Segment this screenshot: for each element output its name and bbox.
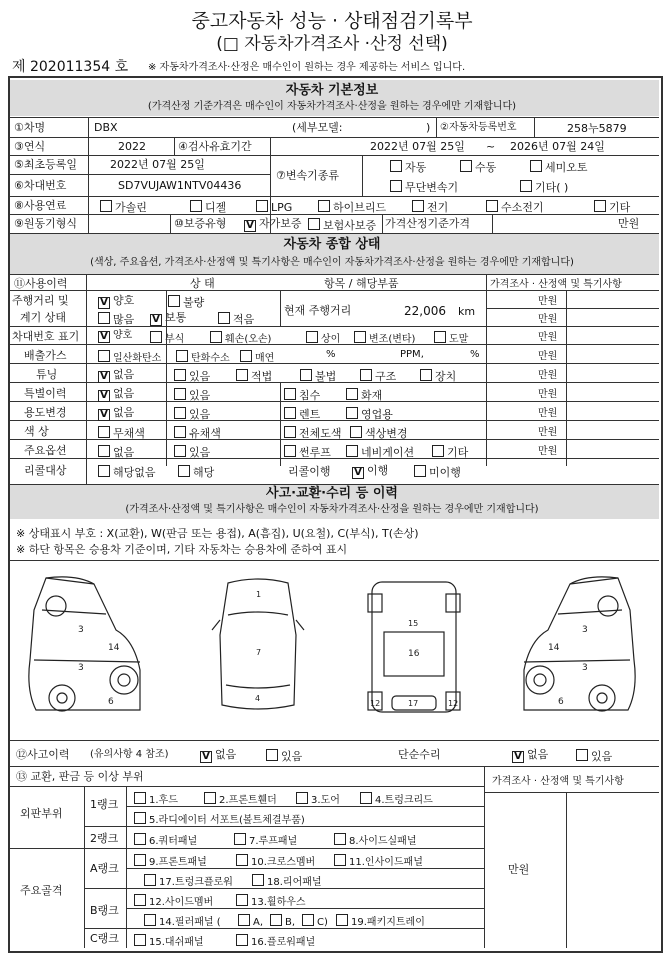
fuel-hydrogen[interactable]: 수소전기: [486, 200, 544, 213]
part-front-fender[interactable]: 2.프론트휀더: [204, 792, 277, 806]
fuel-gasoline[interactable]: 가솔린: [100, 200, 147, 213]
simple-repair-yes[interactable]: 있음: [576, 749, 612, 762]
car-left-side-diagram: [16, 570, 150, 720]
trans-cvt[interactable]: 무단변속기: [390, 180, 458, 193]
svg-text:12: 12: [448, 699, 459, 708]
price-cell-3: 만원: [538, 332, 558, 343]
accident-title: 사고·교환·수리 등 이력: [266, 486, 398, 501]
part-trunk-lid[interactable]: 4.트렁크리드: [360, 792, 433, 806]
vin-mismatch[interactable]: 상이: [306, 331, 340, 345]
current-mileage-value: 22,006: [404, 304, 446, 318]
recall-done-label: 리콜이행: [288, 465, 331, 478]
inspection-valid-from: 2022년 07월 25일: [370, 140, 465, 153]
usage-business[interactable]: 영업용: [346, 407, 393, 420]
part-floor-panel[interactable]: 16.플로워패널: [236, 934, 315, 948]
basic-info-note: (가격산정 기준가격은 매수인이 자동차가격조사·산정을 원하는 경우에만 기재합니다): [147, 101, 517, 112]
price-cell-4: 만원: [538, 351, 558, 362]
item-col-header: 항목 / 해당부품: [324, 277, 399, 290]
fuel-label: ⑧사용연료: [14, 199, 67, 212]
recall-row-label: 리콜대상: [24, 464, 67, 477]
option-navi[interactable]: 네비게이션: [346, 445, 414, 458]
gauge-row-label: 계기 상태: [20, 311, 67, 324]
sub-model-close: ): [426, 121, 431, 134]
tuning-device[interactable]: 장치: [420, 369, 456, 382]
mileage-row-label: 주행거리 및: [12, 294, 69, 307]
accident-note: (가격조사·산정액 및 특기사항은 매수인이 자동차가격조사·산정을 원하는 경우에만 기재합니다): [125, 504, 539, 515]
emission-unit-hc: PPM,: [400, 349, 424, 360]
legend-note: ※ 하단 항목은 승용차 기준이며, 기타 자동차는 승용차에 준하여 표시: [16, 543, 348, 556]
reg-number-label: ②자동차등록번호: [440, 122, 517, 133]
rank1-label: 1랭크: [90, 798, 119, 811]
emission-unit-smoke: %: [470, 349, 480, 360]
emission-row-label: 배출가스: [24, 349, 67, 362]
overall-note: (색상, 주요옵션, 가격조사·산정액 및 특기사항은 매수인이 자동차가격조사·산정을 원하는 경우에만 기재합니다): [90, 257, 574, 268]
svg-text:17: 17: [408, 699, 419, 708]
recall-na[interactable]: 해당없음: [98, 465, 156, 478]
part-inside-panel[interactable]: 11.인사이드패널: [334, 854, 423, 868]
emission-unit-co: %: [326, 349, 336, 360]
part-quarter-panel[interactable]: 6.쿼터패널: [134, 833, 197, 847]
car-right-side-diagram: [514, 570, 648, 720]
mileage-good[interactable]: V 양호: [98, 295, 134, 309]
emission-smoke[interactable]: 매연: [240, 350, 274, 364]
usage-rent[interactable]: 렌트: [284, 407, 320, 420]
svg-text:1: 1: [256, 590, 262, 599]
svg-text:3: 3: [582, 625, 588, 635]
fuel-lpg[interactable]: LPG: [256, 200, 292, 213]
svg-text:6: 6: [558, 697, 564, 707]
accident-history-ref: (유의사항 4 참조): [90, 749, 169, 760]
svg-text:3: 3: [78, 625, 84, 635]
history-col-header: ⑪사용이력: [14, 277, 68, 290]
price-cell-1: 만원: [538, 296, 558, 307]
accident-none[interactable]: V 없음: [200, 749, 236, 763]
transmission-label: ⑦변속기종류: [276, 169, 339, 182]
tuning-none[interactable]: V 없음: [98, 369, 134, 383]
warranty-label: ⑩보증유형: [174, 217, 227, 230]
basic-info-title: 자동차 기본정보: [285, 83, 379, 98]
color-chromatic[interactable]: 유채색: [174, 426, 221, 439]
accident-history-label: ⑫사고이력: [16, 748, 70, 761]
part-wheel-house[interactable]: 13.휠하우스: [236, 894, 306, 908]
part-side-sill[interactable]: 8.사이드실패널: [334, 833, 417, 847]
model-year-value: 2022: [118, 140, 146, 153]
price-cell-5: 만원: [538, 370, 558, 381]
engine-type-label: ⑨원동기형식: [14, 217, 77, 230]
mileage-unit: km: [458, 305, 476, 318]
trans-manual[interactable]: 수동: [460, 160, 496, 173]
legend-status-codes: ※ 상태표시 부호 : X(교환), W(판금 또는 용접), A(흠집), U(요철), C(부식), T(손상): [16, 527, 419, 540]
part-door[interactable]: 3.도어: [296, 792, 340, 806]
price-cell-2: 만원: [538, 314, 558, 325]
usage-yes[interactable]: 있음: [174, 407, 210, 420]
car-name-label: ①차명: [14, 121, 46, 134]
emission-hc[interactable]: 탄화수소: [176, 350, 230, 364]
car-top-diagram: [208, 575, 308, 715]
gauge-many[interactable]: 많음: [98, 312, 134, 325]
part-hood[interactable]: 1.후드: [134, 792, 178, 806]
price-cell-6: 만원: [538, 389, 558, 400]
svg-text:7: 7: [256, 648, 262, 657]
tuning-legal[interactable]: 적법: [236, 369, 272, 382]
parts-price-unit: 만원: [508, 863, 530, 876]
special-none[interactable]: V 없음: [98, 388, 134, 402]
color-change[interactable]: 색상변경: [350, 426, 408, 439]
rank2-label: 2랭크: [90, 832, 119, 845]
part-roof-panel[interactable]: 7.루프패널: [234, 833, 297, 847]
model-year-label: ③연식: [14, 140, 46, 153]
accident-yes[interactable]: 있음: [266, 749, 302, 762]
part-side-member[interactable]: 12.사이드멤버: [134, 894, 213, 908]
part-pillar-c[interactable]: C): [302, 914, 328, 928]
first-reg-label: ⑤최초등록일: [14, 158, 77, 171]
special-history-row-label: 특별이력: [24, 387, 67, 400]
vin-value: SD7VUJAW1NTV04436: [118, 179, 242, 192]
part-pillar-b[interactable]: B,: [270, 914, 295, 928]
price-cell-8: 만원: [538, 427, 558, 438]
page-title: 중고자동차 성능 · 상태점검기록부: [191, 10, 473, 32]
mileage-bad[interactable]: 불량: [168, 295, 204, 308]
tuning-yes[interactable]: 있음: [174, 369, 210, 382]
service-notice: ※ 자동차가격조사·산정은 매수인이 원하는 경우 제공하는 서비스 입니다.: [148, 62, 466, 73]
part-pillar-panel[interactable]: 14.필러패널 (: [144, 914, 221, 928]
current-mileage-label: 현재 주행거리: [284, 304, 352, 317]
vin-corroded[interactable]: 부식: [150, 331, 184, 345]
rankB-label: B랭크: [90, 904, 119, 917]
simple-repair-label: 단순수리: [398, 748, 441, 761]
fuel-hybrid[interactable]: 하이브리드: [318, 200, 386, 213]
part-cross-member[interactable]: 10.크로스멤버: [236, 854, 315, 868]
special-fire[interactable]: 화재: [346, 388, 382, 401]
color-achromatic[interactable]: 무채색: [98, 426, 145, 439]
svg-text:14: 14: [548, 643, 560, 653]
price-cell-9: 만원: [538, 446, 558, 457]
recall-not-done[interactable]: 미이행: [414, 465, 461, 478]
svg-text:15: 15: [408, 619, 419, 628]
part-pillar-a[interactable]: A,: [238, 914, 263, 928]
special-yes[interactable]: 있음: [174, 388, 210, 401]
recall-applicable[interactable]: 해당: [178, 465, 214, 478]
svg-text:4: 4: [255, 694, 261, 703]
tuning-illegal[interactable]: 불법: [300, 369, 336, 382]
part-trunk-floor[interactable]: 17.트렁크플로워: [144, 874, 233, 888]
options-row-label: 주요옵션: [24, 444, 67, 457]
part-package-tray[interactable]: 19.패키지트레이: [336, 914, 425, 928]
outer-panel-label: 외판부위: [20, 807, 63, 820]
svg-text:3: 3: [582, 663, 588, 673]
vin-altered[interactable]: 변조(변타): [354, 331, 415, 345]
car-frame-diagram: [356, 572, 472, 720]
warranty-insurer[interactable]: 보험사보증: [308, 218, 376, 231]
tuning-structure[interactable]: 구조: [360, 369, 396, 382]
warranty-self[interactable]: V 자가보증: [244, 218, 302, 232]
emission-co[interactable]: 일산화탄소: [98, 350, 161, 364]
parts-price-header: 가격조사 · 산정액 및 특기사항: [492, 776, 624, 787]
price-basis-unit: 만원: [618, 217, 640, 230]
simple-repair-none[interactable]: V 없음: [512, 749, 548, 763]
inspection-valid-label: ④검사유효기간: [178, 140, 252, 153]
price-cell-7: 만원: [538, 408, 558, 419]
rankC-label: C랭크: [90, 932, 119, 945]
status-col-header: 상 태: [190, 277, 215, 290]
svg-text:14: 14: [108, 643, 120, 653]
parts-section-label: ⑬ 교환, 판금 등 이상 부위: [16, 770, 144, 783]
usage-change-row-label: 용도변경: [24, 406, 67, 419]
color-full-paint[interactable]: 전체도색: [284, 426, 342, 439]
tuning-row-label: 튜닝: [36, 368, 58, 381]
vin-label: ⑥차대번호: [14, 179, 67, 192]
trans-semi[interactable]: 세미오토: [530, 160, 588, 173]
first-reg-value: 2022년 07월 25일: [110, 158, 205, 171]
vin-painted[interactable]: 도말: [434, 331, 468, 345]
overall-title: 자동차 종합 상태: [283, 237, 381, 252]
option-sunroof[interactable]: 썬루프: [284, 445, 331, 458]
fuel-diesel[interactable]: 디젤: [190, 200, 226, 213]
part-rear-panel[interactable]: 18.리어패널: [252, 874, 322, 888]
gauge-few[interactable]: 적음: [218, 312, 254, 325]
price-col-header: 가격조사 · 산정액 및 특기사항: [490, 279, 622, 290]
svg-text:12: 12: [370, 699, 381, 708]
usage-none[interactable]: V 없음: [98, 407, 134, 421]
inspection-valid-to: 2026년 07월 24일: [510, 140, 605, 153]
recall-done[interactable]: V 이행: [352, 465, 388, 479]
option-none[interactable]: 없음: [98, 445, 134, 458]
svg-text:3: 3: [78, 663, 84, 673]
trans-other[interactable]: 기타( ): [520, 180, 568, 193]
car-name-value: DBX: [94, 121, 118, 134]
trans-auto[interactable]: 자동: [390, 160, 426, 173]
special-flood[interactable]: 침수: [284, 388, 320, 401]
svg-text:16: 16: [408, 649, 420, 659]
rankA-label: A랭크: [90, 862, 119, 875]
inspection-valid-sep: ~: [486, 140, 496, 153]
option-other[interactable]: 기타: [432, 445, 468, 458]
part-radiator-support[interactable]: 5.라디에이터 서포트(볼트체결부품): [134, 812, 305, 826]
price-basis-label: 가격산정기준가격: [385, 217, 471, 230]
main-frame-label: 주요골격: [20, 884, 63, 897]
gauge-normal[interactable]: V 보통: [150, 312, 186, 326]
reg-number-value: 258누5879: [567, 122, 627, 135]
page-subtitle: (□ 자동차가격조사 ·산정 선택): [216, 34, 448, 54]
color-row-label: 색 상: [24, 425, 49, 438]
option-yes[interactable]: 있음: [174, 445, 210, 458]
document-number: 제 202011354 호: [12, 59, 129, 75]
part-dash-panel[interactable]: 15.대쉬패널: [134, 934, 204, 948]
vin-good[interactable]: V 양호: [98, 331, 132, 343]
vin-mark-row-label: 차대번호 표기: [12, 330, 80, 343]
fuel-other[interactable]: 기타: [594, 200, 630, 213]
vin-damaged[interactable]: 훼손(오손): [210, 331, 271, 345]
svg-text:6: 6: [108, 697, 114, 707]
part-front-panel[interactable]: 9.프론트패널: [134, 854, 207, 868]
fuel-electric[interactable]: 전기: [412, 200, 448, 213]
sub-model-label: (세부모델:: [292, 121, 343, 134]
